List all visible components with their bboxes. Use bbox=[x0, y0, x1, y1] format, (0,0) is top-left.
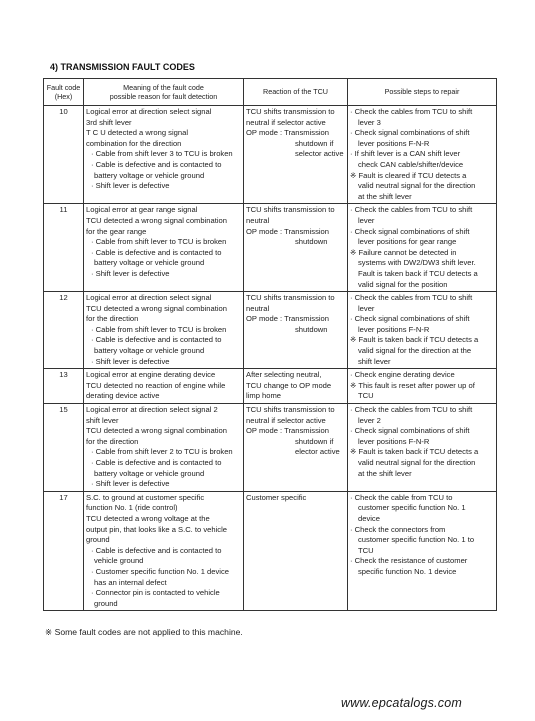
meaning-line: · Shift lever is defective bbox=[91, 268, 170, 278]
reaction-line: neutral if selector active bbox=[246, 415, 326, 425]
meaning-line: · Cable is defective and is contacted to bbox=[91, 458, 222, 467]
table-row bbox=[44, 106, 497, 204]
meaning-line: derating device active bbox=[86, 391, 160, 401]
meaning-line: Logical error at direction select signal bbox=[86, 293, 212, 303]
repair-line: lever positions for gear range bbox=[358, 237, 457, 247]
meaning-line: TCU detected no reaction of engine while bbox=[86, 380, 226, 390]
repair-line: ※ Failure cannot be detected in bbox=[350, 247, 457, 257]
meaning-cell bbox=[84, 106, 244, 204]
repair-line: lever bbox=[358, 215, 375, 225]
repair-line: lever 3 bbox=[358, 117, 381, 127]
meaning-line: combination for the direction bbox=[86, 138, 182, 148]
meaning-line: T C U detected a wrong signal bbox=[86, 128, 189, 138]
reaction-cell bbox=[244, 106, 348, 204]
fault-code-cell: 10 bbox=[44, 106, 84, 204]
meaning-line: ground bbox=[86, 535, 110, 545]
repair-cell bbox=[348, 404, 497, 492]
fault-code-cell: 17 bbox=[44, 491, 84, 611]
repair-line: lever 2 bbox=[358, 415, 381, 425]
reaction-line: OP mode : Transmission bbox=[246, 314, 330, 324]
meaning-line: · Cable from shift lever 3 to TCU is broken bbox=[91, 149, 233, 159]
repair-line: ※ Fault is taken back if TCU detects a bbox=[350, 335, 479, 345]
reaction-line: neutral bbox=[246, 303, 270, 313]
meaning-cell bbox=[84, 369, 244, 404]
meaning-line: · Shift lever is defective bbox=[91, 356, 170, 366]
repair-cell bbox=[348, 369, 497, 404]
repair-line: · Check the resistance of customer bbox=[350, 556, 468, 566]
reaction-line: OP mode : Transmission bbox=[246, 426, 330, 436]
meaning-line: battery voltage or vehicle ground bbox=[94, 346, 205, 356]
meaning-cell bbox=[84, 204, 244, 292]
fault-code-cell: 13 bbox=[44, 369, 84, 404]
header-meaning-line2: possible reason for fault detection bbox=[109, 92, 218, 101]
meaning-line: · Cable from shift lever 2 to TCU is broken bbox=[91, 447, 233, 457]
table-row bbox=[44, 292, 497, 369]
repair-cell bbox=[348, 106, 497, 204]
repair-line: at the shift lever bbox=[358, 468, 412, 478]
reaction-line: neutral bbox=[246, 215, 270, 225]
repair-line: · Check engine derating device bbox=[350, 370, 455, 380]
meaning-cell bbox=[84, 292, 244, 369]
meaning-line: · Cable is defective and is contacted to bbox=[91, 159, 222, 169]
reaction-cell bbox=[244, 369, 348, 404]
header-reaction: Reaction of the TCU bbox=[244, 79, 348, 106]
repair-line: · Check the cables from TCU to shift bbox=[350, 107, 473, 116]
meaning-line: TCU detected a wrong voltage at the bbox=[86, 513, 210, 523]
reaction-cell bbox=[244, 292, 348, 369]
meaning-line: · Shift lever is defective bbox=[91, 479, 170, 489]
repair-line: lever bbox=[358, 303, 375, 313]
meaning-line: S.C. to ground at customer specific bbox=[86, 492, 205, 502]
repair-line: Fault is taken back if TCU detects a bbox=[358, 268, 478, 278]
watermark: www.epcatalogs.com bbox=[341, 696, 463, 710]
meaning-cell bbox=[84, 491, 244, 611]
reaction-line: elector active bbox=[295, 447, 340, 457]
reaction-line: shutdown bbox=[295, 237, 328, 247]
reaction-cell bbox=[244, 204, 348, 292]
section-title: 4) TRANSMISSION FAULT CODES bbox=[50, 62, 195, 72]
meaning-line: TCU detected a wrong signal combination bbox=[86, 215, 227, 225]
header-fault-code-line2: (Hex) bbox=[54, 92, 73, 101]
meaning-line: TCU detected a wrong signal combination bbox=[86, 426, 227, 436]
table-row bbox=[44, 491, 497, 611]
reaction-line: neutral if selector active bbox=[246, 117, 326, 127]
header-fault-code-line1: Fault code bbox=[46, 82, 81, 92]
meaning-line: has an internal defect bbox=[94, 577, 167, 587]
repair-line: TCU bbox=[358, 545, 374, 555]
repair-line: lever positions F-N-R bbox=[358, 436, 430, 446]
repair-line: valid neutral signal for the direction bbox=[358, 181, 476, 191]
repair-line: · Check signal combinations of shift bbox=[350, 226, 470, 236]
table-row bbox=[44, 204, 497, 292]
reaction-line: shutdown if bbox=[295, 138, 334, 148]
meaning-line: ground bbox=[94, 598, 118, 608]
repair-line: customer specific function No. 1 to bbox=[358, 535, 475, 545]
repair-line: valid neutral signal for the direction bbox=[358, 458, 476, 467]
header-meaning bbox=[84, 79, 244, 106]
meaning-line: Logical error at engine derating device bbox=[86, 370, 216, 380]
fault-code-cell: 12 bbox=[44, 292, 84, 369]
repair-line: shift lever bbox=[358, 356, 391, 366]
meaning-line: · Cable is defective and is contacted to bbox=[91, 247, 222, 257]
meaning-line: for the direction bbox=[86, 436, 139, 446]
reaction-line: TCU shifts transmission to bbox=[246, 405, 335, 415]
repair-line: · Check the connectors from bbox=[350, 524, 446, 534]
meaning-line: Logical error at direction select signal bbox=[86, 107, 212, 116]
meaning-line: output pin, that looks like a S.C. to vehicle bbox=[86, 524, 227, 534]
meaning-line: · Cable from shift lever to TCU is broken bbox=[91, 324, 227, 334]
reaction-line: OP mode : Transmission bbox=[246, 226, 330, 236]
meaning-line: 3rd shift lever bbox=[86, 117, 132, 127]
reaction-line: TCU shifts transmission to bbox=[246, 107, 335, 116]
reaction-line: After selecting neutral, bbox=[246, 370, 322, 380]
meaning-line: TCU detected a wrong signal combination bbox=[86, 303, 227, 313]
meaning-line: · Cable is defective and is contacted to bbox=[91, 545, 222, 555]
reaction-cell bbox=[244, 491, 348, 611]
repair-line: · Check signal combinations of shift bbox=[350, 128, 470, 138]
meaning-line: battery voltage or vehicle ground bbox=[94, 258, 205, 268]
repair-line: · Check signal combinations of shift bbox=[350, 426, 470, 436]
repair-line: lever positions F-N-R bbox=[358, 324, 430, 334]
repair-line: · If shift lever is a CAN shift lever bbox=[350, 149, 461, 159]
meaning-line: · Cable from shift lever to TCU is broken bbox=[91, 237, 227, 247]
repair-line: at the shift lever bbox=[358, 191, 412, 201]
reaction-line: limp home bbox=[246, 391, 282, 401]
table-row bbox=[44, 404, 497, 492]
meaning-line: function No. 1 (ride control) bbox=[86, 503, 178, 513]
repair-line: device bbox=[358, 513, 380, 523]
reaction-line: OP mode : Transmission bbox=[246, 128, 330, 138]
repair-line: ※ Fault is cleared if TCU detects a bbox=[350, 170, 467, 180]
repair-line: ※ Fault is taken back if TCU detects a bbox=[350, 447, 479, 457]
fault-code-cell: 11 bbox=[44, 204, 84, 292]
repair-line: ※ This fault is reset after power up of bbox=[350, 380, 475, 390]
footnote: ※ Some fault codes are not applied to this machine. bbox=[45, 627, 243, 637]
fault-code-table bbox=[43, 78, 497, 611]
reaction-line: selector active bbox=[295, 149, 344, 159]
header-repair: Possible steps to repair bbox=[348, 79, 497, 106]
repair-cell bbox=[348, 204, 497, 292]
repair-cell bbox=[348, 491, 497, 611]
repair-line: systems with DW2/DW3 shift lever. bbox=[358, 258, 476, 268]
meaning-line: · Connector pin is contacted to vehicle bbox=[91, 588, 220, 598]
fault-code-cell: 15 bbox=[44, 404, 84, 492]
meaning-line: vehicle ground bbox=[94, 556, 144, 566]
repair-line: valid signal for the direction at the bbox=[358, 346, 472, 356]
reaction-line: TCU change to OP mode bbox=[246, 380, 332, 390]
repair-cell bbox=[348, 292, 497, 369]
table-row bbox=[44, 369, 497, 404]
meaning-line: shift lever bbox=[86, 415, 119, 425]
header-meaning-line1: Meaning of the fault code bbox=[123, 82, 204, 92]
meaning-line: · Cable is defective and is contacted to bbox=[91, 335, 222, 345]
reaction-cell bbox=[244, 404, 348, 492]
repair-line: · Check the cable from TCU to bbox=[350, 492, 453, 502]
header-fault-code bbox=[44, 79, 84, 106]
repair-line: check CAN cable/shifter/device bbox=[358, 159, 464, 169]
meaning-line: · Customer specific function No. 1 device bbox=[91, 566, 230, 576]
meaning-line: for the direction bbox=[86, 314, 139, 324]
meaning-line: Logical error at gear range signal bbox=[86, 205, 198, 215]
repair-line: lever positions F-N-R bbox=[358, 138, 430, 148]
repair-line: · Check the cables from TCU to shift bbox=[350, 405, 473, 415]
reaction-line: Customer specific bbox=[246, 492, 307, 502]
table-header-row bbox=[44, 79, 497, 106]
reaction-line: shutdown if bbox=[295, 436, 334, 446]
meaning-line: · Shift lever is defective bbox=[91, 181, 170, 191]
repair-line: · Check signal combinations of shift bbox=[350, 314, 470, 324]
reaction-line: TCU shifts transmission to bbox=[246, 205, 335, 215]
meaning-line: for the gear range bbox=[86, 226, 147, 236]
meaning-line: battery voltage or vehicle ground bbox=[94, 468, 205, 478]
meaning-line: battery voltage or vehicle ground bbox=[94, 170, 205, 180]
repair-line: · Check the cables from TCU to shift bbox=[350, 205, 473, 215]
repair-line: customer specific function No. 1 bbox=[358, 503, 466, 513]
repair-line: specific function No. 1 device bbox=[358, 566, 457, 576]
repair-line: TCU bbox=[358, 391, 374, 401]
meaning-line: Logical error at direction select signal 2 bbox=[86, 405, 218, 415]
reaction-line: shutdown bbox=[295, 324, 328, 334]
repair-line: valid signal for the position bbox=[358, 279, 448, 289]
meaning-cell bbox=[84, 404, 244, 492]
reaction-line: TCU shifts transmission to bbox=[246, 293, 335, 303]
repair-line: · Check the cables from TCU to shift bbox=[350, 293, 473, 303]
